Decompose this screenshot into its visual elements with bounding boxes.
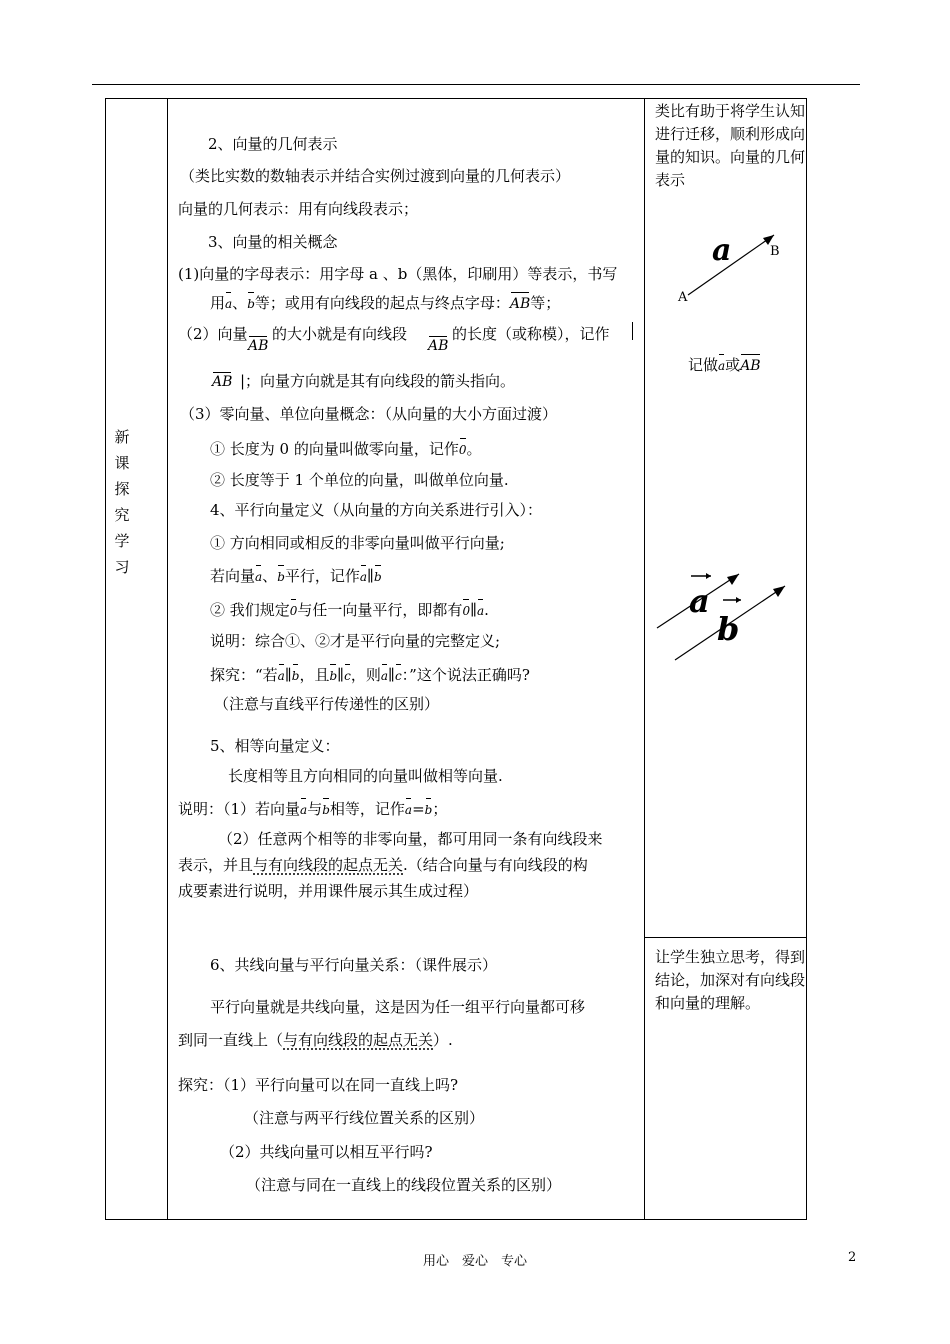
label-B: B [770,244,780,259]
content-line: （2）向量 [178,325,248,343]
content-line: 若向量a、b平行，记作a∥b [210,563,382,587]
content-line: （2）共线向量可以相互平行吗? [220,1143,433,1161]
content-line: 表示，并且与有向线段的起点无关.（结合向量与有向线段的构 [178,856,588,874]
parallel-vectors-diagram [655,560,795,665]
content-line: 用a、b等；或用有向线段的起点与终点字母：AB等； [210,290,560,314]
table-border-left [105,98,106,1220]
content-line: ② 我们规定0与任一向量平行，即都有0∥a. [210,597,489,621]
content-line: (1)向量的字母表示：用字母 a 、b（黑体，印刷用）等表示，书写 [178,265,618,283]
footer-text: 用心 爱心 专心 [422,1254,527,1269]
label-a: a [689,582,710,620]
arrowhead-icon [736,597,741,603]
table-border-right [806,98,807,1220]
content-line: ① 长度为 0 的向量叫做零向量，记作0。 [210,436,482,460]
content-line: 的长度（或称模），记作 [452,325,610,343]
content-line: （2）任意两个相等的非零向量，都可用同一条有向线段来 [218,830,603,848]
vector-AB-3: AB [212,370,232,390]
label-a: a [712,233,732,268]
vector-AB-2: AB [428,334,448,354]
content-line: 说明：综合①、②才是平行向量的完整定义; [210,632,501,650]
content-line: |；向量方向就是其有向线段的箭头指向。 [240,372,516,390]
content-line: （注意与同在一直线上的线段位置关系的区别） [246,1176,562,1194]
note-analogy: 类比有助于将学生认知进行迁移，顺利形成向量的知识。向量的几何表示 [655,102,806,189]
vector-diagram-ab [670,225,790,310]
label-b: b [717,610,740,648]
content-line: （类比实数的数轴表示并结合实例过渡到向量的几何表示） [180,167,571,185]
content-line: 向量的几何表示：用有向线段表示； [178,200,419,218]
content-line: （注意与直线平行传递性的区别） [214,695,440,713]
table-divider-2 [644,98,645,1220]
content-line: 说明：（1）若向量a与b相等，记作a=b； [178,796,447,820]
content-line: 2、向量的几何表示 [208,135,338,153]
content-line: 到同一直线上（与有向线段的起点无关）. [178,1031,453,1049]
table-border-bottom [105,1219,807,1220]
notes-divider [644,937,807,938]
content-line: （注意与两平行线位置关系的区别） [244,1109,485,1127]
note-reflection: 让学生独立思考，得到结论，加深对有向线段和向量的理解。 [655,948,806,1012]
table-divider-1 [167,98,168,1220]
content-line: 6、共线向量与平行向量关系：（课件展示） [210,956,498,974]
content-line: 平行向量就是共线向量，这是因为任一组平行向量都可移 [210,998,586,1016]
arrowhead-icon [773,586,785,597]
note-notation: 记做a或AB [688,352,761,376]
content-line: 探究：“若a∥b，且b∥c，则a∥c：”这个说法正确吗? [210,662,530,686]
header-rule [92,84,860,85]
content-line: 长度相等且方向相同的向量叫做相等向量. [228,767,503,785]
content-line: 成要素进行说明，并用课件展示其生成过程） [178,882,479,900]
label-A: A [678,290,688,305]
table-border-top [105,98,807,99]
abs-bar [632,322,633,340]
content-line: 探究：（1）平行向量可以在同一直线上吗? [178,1076,459,1094]
content-line: ② 长度等于 1 个单位的向量，叫做单位向量. [210,471,509,489]
content-line: 5、相等向量定义： [210,737,340,755]
content-line: （3）零向量、单位向量概念：（从向量的大小方面过渡） [180,405,558,423]
content-line: ① 方向相同或相反的非零向量叫做平行向量; [210,534,505,552]
arrowhead-icon [727,574,739,585]
vector-AB-1: AB [248,334,268,354]
page-number: 2 [848,1250,857,1265]
section-title: 新 课 探 究 学 习 [114,428,130,576]
arrowhead-icon [706,573,711,579]
content-line: 3、向量的相关概念 [208,233,338,251]
content-line: 的大小就是有向线段 [272,325,408,343]
content-line: 4、平行向量定义（从向量的方向关系进行引入）： [210,501,543,519]
